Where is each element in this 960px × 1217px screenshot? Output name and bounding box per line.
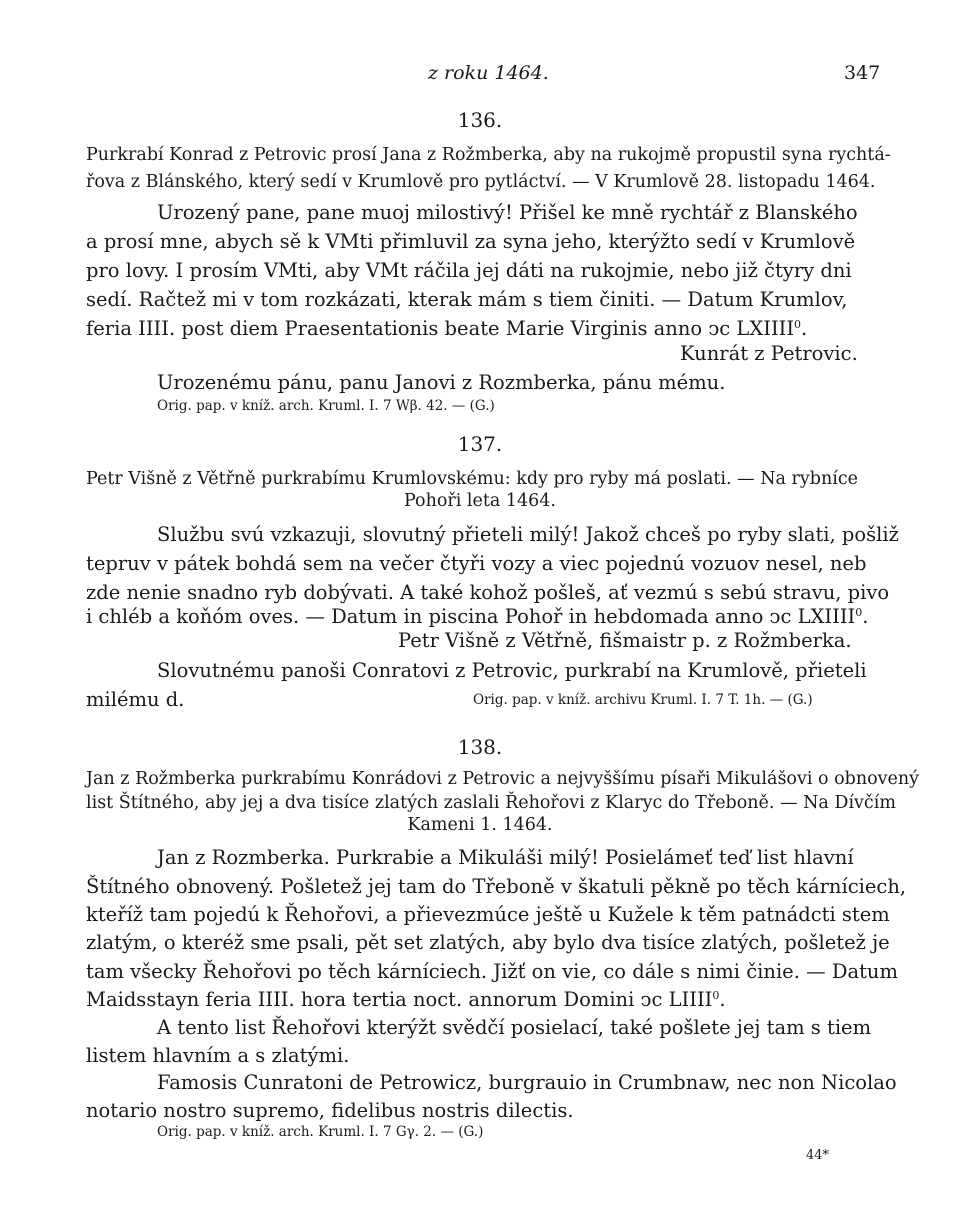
signature: Petr Višně z Větřně, fišmaistr p. z Rožmberka. [398,629,852,652]
source-note: Orig. pap. v kníž. arch. Kruml. I. 7 Gγ. 2. — (G.) [157,1124,484,1140]
regest-line: Purkrabí Konrad z Petrovic prosí Jana z Rožmberka, aby na rukojmě propustil syna rychtá- [86,145,891,165]
text-line-main: feria IIII. post diem Praesentationis beate Marie Virginis anno ↄc LXIIII [86,317,795,340]
text-line: tepruv v pátek bohdá sem na večer čtyři vozy a viec pojednú vozuov nesel, neb [86,552,867,575]
text-line: zde nenie snadno ryb dobývati. A také kohož pošleš, ať vezmú s sebú stravu, pivo [86,581,890,604]
text-line: Urozený pane, pane muoj milostivý! Přišel ke mně rychtář z Blanského [157,201,858,224]
document-number: 136. [457,108,503,132]
regest-line: Petr Višně z Větřně purkrabímu Krumlovskému: kdy pro ryby má poslati. — Na rybníce [86,469,858,489]
text-line-end: . [719,988,726,1011]
signature-mark: 44* [806,1148,830,1163]
regest-line: řova z Blánského, který sedí v Krumlově pro pytláctví. — V Krumlově 28. listopadu 1464. [86,172,876,192]
text-line: listem hlavním a s zlatými. [86,1044,350,1067]
text-line-end: . [862,605,869,628]
regest-line: Jan z Rožmberka purkrabímu Konrádovi z Petrovic a nejvyššímu písaři Mikulášovi o obnovený [86,769,920,789]
regest-line: Pohoři leta 1464. [403,491,556,511]
document-number: 137. [457,432,503,456]
address: notario nostro supremo, fidelibus nostris dilectis. [86,1099,574,1122]
page-number: 347 [844,62,881,84]
text-line: A tento list Řehořovi kterýžt svědčí posielací, také pošlete jej tam s tiem [157,1016,872,1039]
text-line-end: . [801,317,808,340]
text-line: kteříž tam pojedú k Řehořovi, a přievezmúce ještě u Kužele k těm patnádcti stem [86,903,890,926]
text-line: Štítného obnovený. Pošletež jej tam do Třeboně v škatuli pěkně po těch kárníciech, [86,875,907,898]
document-number: 138. [457,735,503,759]
text-line: zlatým, o kteréž sme psali, pět set zlatých, aby bylo dva tisíce zlatých, pošletež je [86,931,890,954]
source-note: Orig. pap. v kníž. arch. Kruml. I. 7 Wβ. 42. — (G.) [157,398,495,414]
text-line: tam všecky Řehořovi po těch kárníciech. Jižť on vie, co dále s nimi činie. — Datum [86,960,898,983]
address: Urozenému pánu, panu Janovi z Rozmberka, pánu mému. [157,371,726,394]
page-header [0,62,960,88]
text-line-main: Maidsstayn feria IIII. hora tertia noct. annorum Domini ↄc LIIII [86,988,713,1011]
signature: Kunrát z Petrovic. [680,342,858,365]
superscript: 0 [712,989,720,1002]
source-note: Orig. pap. v kníž. archivu Kruml. I. 7 T. 1h. — (G.) [473,692,813,708]
text-line: sedí. Račtež mi v tom rozkázati, kterak mám s tiem činiti. — Datum Krumlov, [86,288,848,311]
text-line: pro lovy. I prosím VMti, aby VMt ráčila jej dáti na rukojmie, nebo již čtyry dni [86,259,852,282]
text-line: Jan z Rozmberka. Purkrabie a Mikuláši milý! Posielámeť teď list hlavní [157,846,854,869]
superscript: 0 [855,606,863,619]
address: Slovutnému panoši Conratovi z Petrovic, purkrabí na Krumlově, přieteli [157,659,867,682]
address: Famosis Cunratoni de Petrowicz, burgrauio in Crumbnaw, nec non Nicolao [157,1071,897,1094]
superscript: 0 [794,318,802,331]
regest-line: list Štítného, aby jej a dva tisíce zlatých zaslali Řehořovi z Klaryc do Třeboně. — Na Dívčím [86,793,896,813]
text-line: Službu svú vzkazuji, slovutný přieteli milý! Jakož chceš po ryby slati, pošliž [157,523,899,546]
address: milému d. [86,688,185,711]
text-line-main: i chléb a koňóm oves. — Datum in piscina Pohoř in hebdomada anno ↄc LXIIII [86,605,856,628]
text-line: a prosí mne, abych sě k VMti přimluvil za syna jeho, kterýžto sedí v Krumlově [86,230,856,253]
running-title: z roku 1464. [428,62,549,84]
regest-line: Kameni 1. 1464. [407,815,553,835]
